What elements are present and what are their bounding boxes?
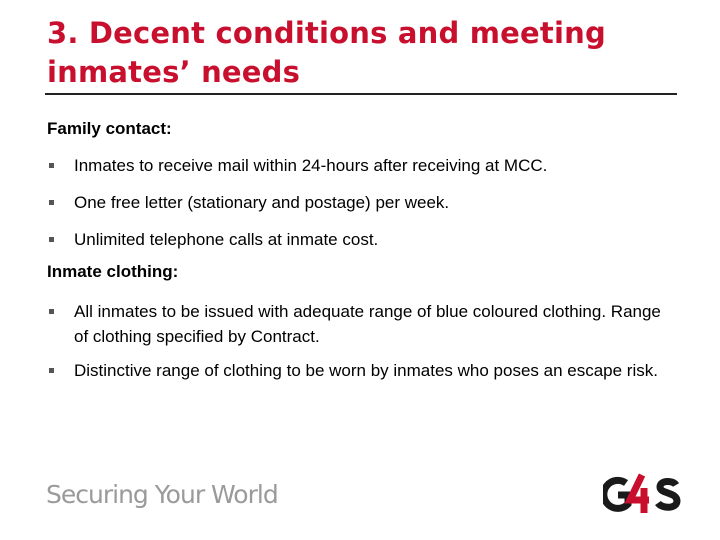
section-inmate-clothing	[47, 261, 677, 383]
section-heading: Family contact:	[47, 119, 172, 138]
slide-title: 3. Decent conditions and meeting inmates’ needs	[47, 16, 606, 89]
section-family-contact	[47, 118, 677, 252]
slide-body	[47, 118, 677, 392]
bullet-square-icon	[49, 368, 54, 373]
bullet-list	[47, 153, 677, 252]
list-item	[47, 153, 677, 178]
section-heading: Inmate clothing:	[47, 262, 179, 281]
bullet-list	[47, 299, 677, 383]
title-underline	[45, 93, 677, 95]
list-item	[47, 358, 677, 383]
bullet-square-icon	[49, 163, 54, 168]
list-item	[47, 190, 677, 215]
bullet-square-icon	[49, 309, 54, 314]
footer-tagline: Securing Your World	[46, 480, 278, 509]
g4s-logo	[603, 471, 683, 517]
bullet-text: Unlimited telephone calls at inmate cost.	[74, 230, 379, 249]
bullet-square-icon	[49, 200, 54, 205]
bullet-text: One free letter (stationary and postage) per week.	[74, 193, 450, 212]
bullet-square-icon	[49, 237, 54, 242]
list-item	[47, 299, 677, 349]
bullet-text: Distinctive range of clothing to be worn by inmates who poses an escape risk.	[74, 361, 658, 380]
bullet-text: All inmates to be issued with adequate range of blue coloured clothing. Range of clothing specified by Contract.	[74, 302, 661, 346]
bullet-text: Inmates to receive mail within 24-hours after receiving at MCC.	[74, 156, 548, 175]
list-item	[47, 227, 677, 252]
